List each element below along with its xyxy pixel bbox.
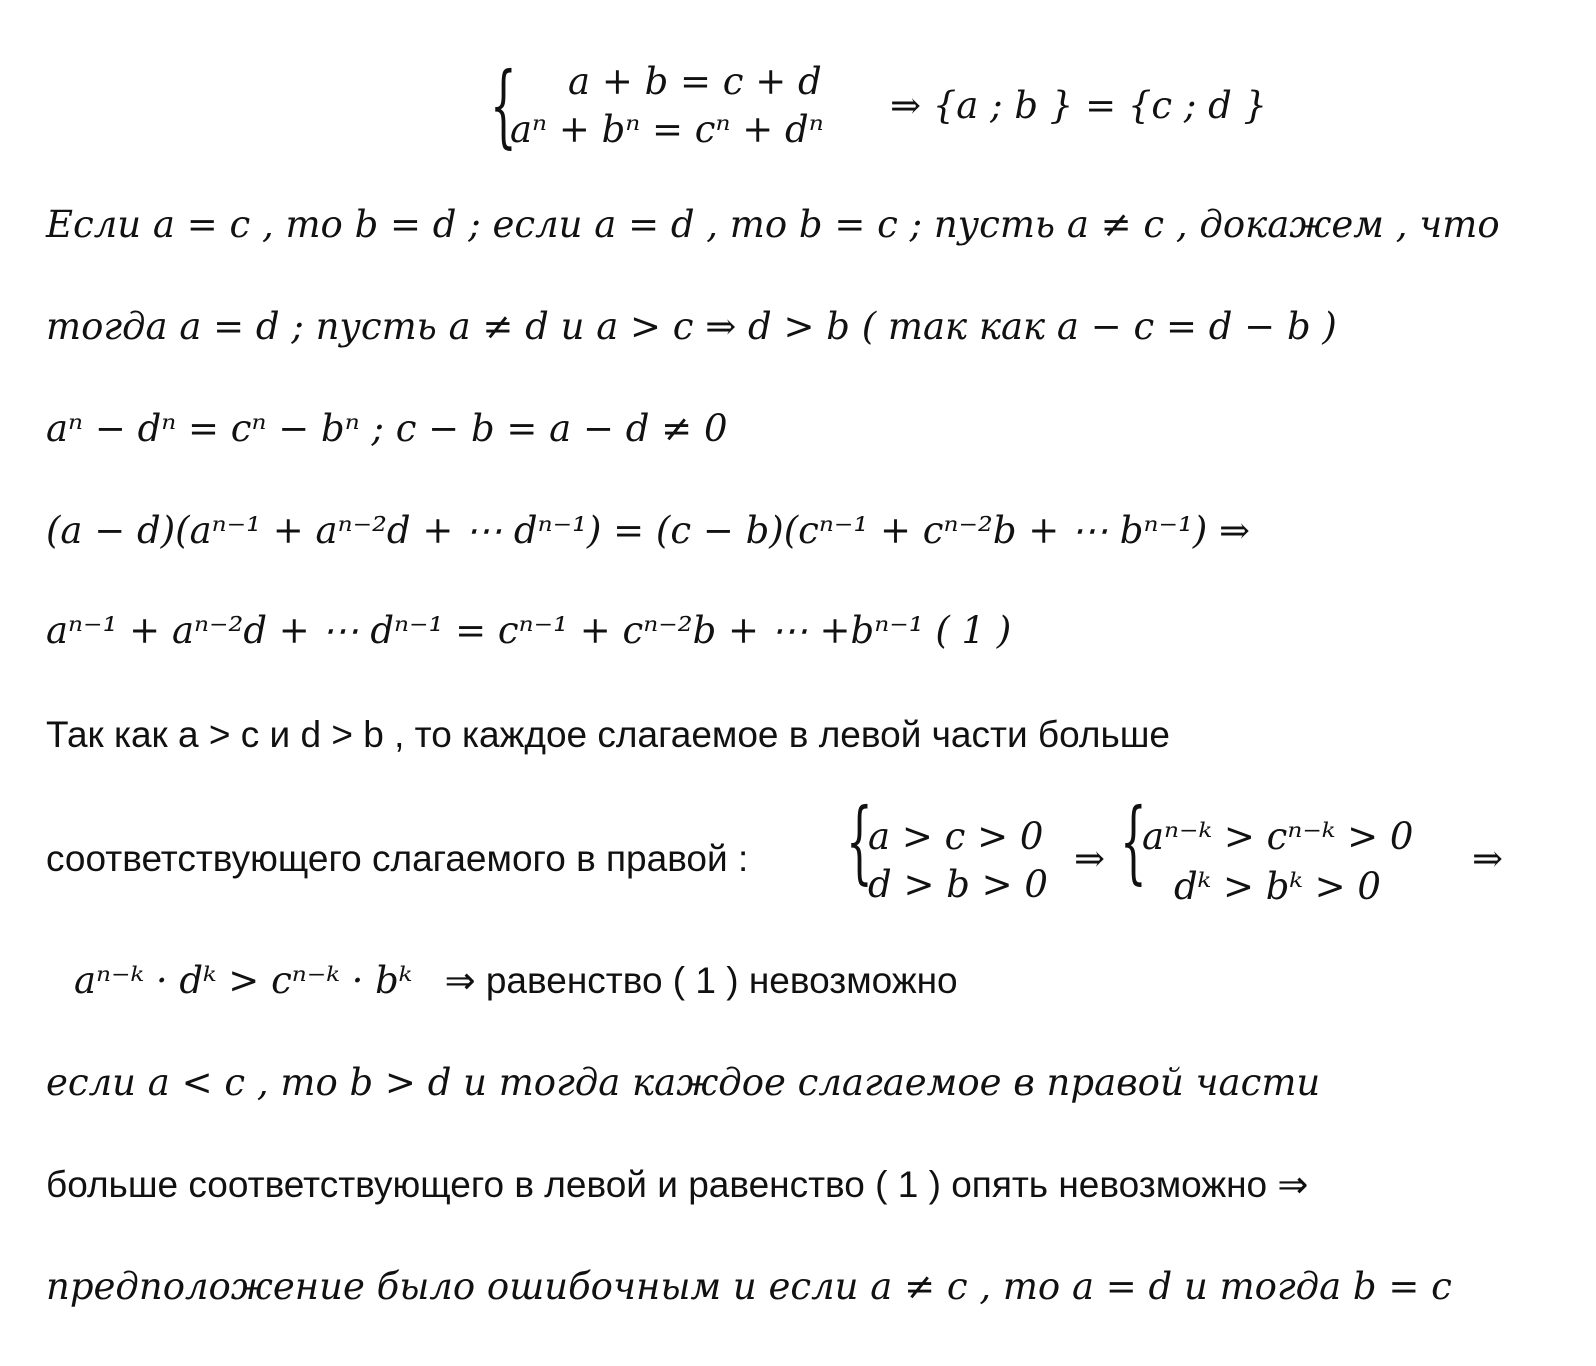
line-8-text: ⇒ равенство ( 1 ) невозможно [444,960,958,1001]
text-line-10: больше соответствующего в левой и равенство ( 1 ) опять невозможно ⇒ [46,1164,1309,1205]
system-equation-2: aⁿ + bⁿ = cⁿ + dⁿ [510,108,824,151]
text-line-1: Если a = c , то b = d ; если a = d , то b = c ; пусть a ≠ c , докажем , что [46,203,1500,246]
system-result: ⇒ {a ; b } = {c ; d } [890,84,1268,127]
system-2-row-1: aⁿ⁻ᵏ > cⁿ⁻ᵏ > 0 [1142,815,1414,858]
text-line-2: тогда a = d ; пусть a ≠ d и a > c ⇒ d > b ( так как a − c = d − b ) [46,305,1337,348]
left-brace: { [1120,790,1147,895]
text-line-6: Так как a > c и d > b , то каждое слагаемое в левой части больше [46,714,1170,755]
text-line-8 [74,958,958,1004]
text-line-11: предположение было ошибочным и если a ≠ c , то a = d и тогда b = c [46,1265,1452,1308]
system-1-row-1: a > c > 0 [868,815,1044,858]
text-line-9: если a < c , то b > d и тогда каждое слагаемое в правой части [46,1061,1321,1104]
left-brace: { [846,790,873,895]
system-2-row-2: dᵏ > bᵏ > 0 [1174,865,1381,908]
inequality-system-2 [1120,790,1450,912]
left-brace: { [490,54,517,159]
system-1-row-2: d > b > 0 [868,863,1048,906]
line-7-text: соответствующего слагаемого в правой : [46,838,749,879]
formula-line-4: (a − d)(aⁿ⁻¹ + aⁿ⁻²d + ⋯ dⁿ⁻¹) = (c − b)(cⁿ⁻¹ + cⁿ⁻²b + ⋯ bⁿ⁻¹) ⇒ [46,509,1251,552]
inequality-system-1 [846,790,1066,912]
formula-line-5: aⁿ⁻¹ + aⁿ⁻²d + ⋯ dⁿ⁻¹ = cⁿ⁻¹ + cⁿ⁻²b + ⋯ +bⁿ⁻¹ ( 1 ) [46,609,1012,652]
system-equation-1: a + b = c + d [568,60,822,103]
implies-arrow-1: ⇒ [1074,837,1106,880]
line-8-math: aⁿ⁻ᵏ · dᵏ > cⁿ⁻ᵏ · bᵏ [74,959,413,1002]
implies-arrow-2: ⇒ [1472,837,1504,880]
text-line-7 [46,790,1556,912]
header-system [490,54,1268,159]
text-line-3: aⁿ − dⁿ = cⁿ − bⁿ ; c − b = a − d ≠ 0 [46,407,728,450]
